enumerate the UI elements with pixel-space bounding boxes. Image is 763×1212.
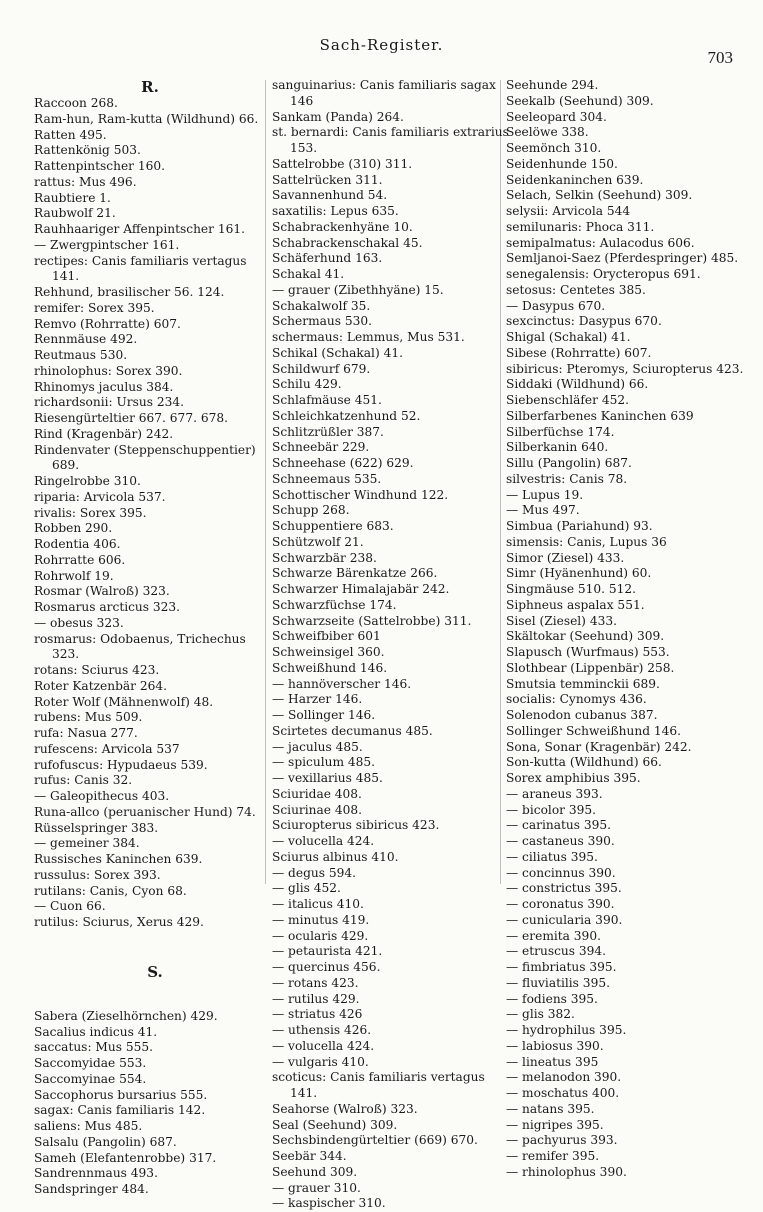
index-entry: Sciuropterus sibiricus 423. — [272, 818, 440, 833]
index-entry: Smutsia temminckii 689. — [506, 676, 660, 691]
index-entry: remifer: Sorex 395. — [34, 300, 155, 315]
index-entry: Schwarze Bärenkatze 266. — [272, 566, 438, 581]
index-entry: Ram-hun, Ram-kutta (Wildhund) 66. — [34, 111, 259, 126]
index-entry: Saccophorus bursarius 555. — [34, 1087, 208, 1102]
index-entry: — etruscus 394. — [506, 944, 607, 959]
index-entry: rectipes: Canis familiaris vertagus 141. — [34, 253, 247, 284]
index-entry: — hannöverscher 146. — [272, 676, 412, 691]
index-entry: Seebär 344. — [272, 1149, 347, 1163]
index-entry: — melanodon 390. — [506, 1070, 622, 1085]
index-entry: Siebenschläfer 452. — [506, 393, 629, 407]
index-entry: Salsalu (Pangolin) 687. — [34, 1134, 177, 1149]
section-letter-r: R. — [141, 78, 159, 96]
index-entry: Solenodon cubanus 387. — [506, 708, 658, 722]
index-entry: — volucella 424. — [272, 834, 375, 848]
index-entry: Saccomyidae 553. — [34, 1056, 147, 1070]
index-entry: Russisches Kaninchen 639. — [34, 852, 203, 866]
index-entry: Silberfarbenes Kaninchen 639 — [506, 408, 694, 423]
index-entry: Rattenkönig 503. — [34, 143, 141, 158]
index-entry: rufofuscus: Hypudaeus 539. — [34, 757, 208, 772]
index-entry: — bicolor 395. — [506, 802, 596, 817]
index-entry: Scirtetes decumanus 485. — [272, 723, 433, 738]
index-entry: — degus 594. — [272, 865, 356, 880]
index-entry: Skältokar (Seehund) 309. — [506, 629, 665, 644]
index-entry: Schwarzer Himalajabär 242. — [272, 582, 450, 596]
index-entry: — natans 395. — [506, 1101, 595, 1116]
index-entry: Schermaus 530. — [272, 314, 372, 329]
index-entry: Seidenhunde 150. — [506, 156, 618, 171]
index-entry: Simbua (Pariahund) 93. — [506, 519, 653, 533]
index-entry: — vulgaris 410. — [272, 1054, 369, 1069]
index-entry: Schildwurf 679. — [272, 361, 371, 376]
index-entry: — coronatus 390. — [506, 897, 615, 911]
index-entry: — gemeiner 384. — [34, 836, 140, 851]
index-entry: Schützwolf 21. — [272, 534, 364, 549]
entries-column-3 — [506, 78, 752, 1181]
index-entry: — Sollinger 146. — [272, 708, 376, 722]
index-entry: Rehhund, brasilischer 56. 124. — [34, 285, 225, 299]
index-entry: Rohrratte 606. — [34, 552, 126, 567]
index-entry: — uthensis 426. — [272, 1023, 372, 1037]
index-entry: Slapusch (Wurfmaus) 553. — [506, 645, 670, 659]
index-entry: — quercinus 456. — [272, 960, 381, 974]
index-entry: schermaus: Lemmus, Mus 531. — [272, 330, 465, 344]
index-entry: Runa-allco (peruanischer Hund) 74. — [34, 804, 256, 819]
index-entry: — minutus 419. — [272, 912, 370, 927]
index-entry: sagax: Canis familiaris 142. — [34, 1103, 206, 1118]
index-entry: — Cuon 66. — [34, 899, 106, 914]
index-entry: simensis: Canis, Lupus 36 — [506, 534, 667, 549]
index-column-3 — [506, 78, 752, 1181]
index-entry: — nigripes 395. — [506, 1117, 604, 1132]
index-entry: Schilu 429. — [272, 377, 342, 392]
index-entry: rhinolophus: Sorex 390. — [34, 363, 183, 378]
index-entry: Shigal (Schakal) 41. — [506, 330, 631, 344]
index-entry: — constrictus 395. — [506, 881, 622, 896]
index-entry: — striatus 426 — [272, 1007, 363, 1022]
index-entry: Seelöwe 338. — [506, 125, 589, 140]
index-entry: Schupp 268. — [272, 503, 350, 518]
index-entry: Sankam (Panda) 264. — [272, 109, 404, 124]
index-entry: — ciliatus 395. — [506, 849, 598, 864]
index-entry: — rhinolophus 390. — [506, 1164, 627, 1179]
index-entry: — concinnus 390. — [506, 865, 616, 880]
index-entry: Schweifbiber 601 — [272, 629, 381, 644]
index-entry: Schuppentiere 683. — [272, 519, 394, 533]
index-entry: Sechsbindengürteltier (669) 670. — [272, 1133, 478, 1148]
index-entry: Savannenhund 54. — [272, 188, 388, 203]
index-entry: Schlitzrüßler 387. — [272, 424, 384, 439]
index-entry: — grauer (Zibethhyäne) 15. — [272, 282, 444, 297]
index-entry: — Galeopithecus 403. — [34, 789, 170, 803]
index-entry: Seal (Seehund) 309. — [272, 1117, 398, 1132]
index-entry: — Harzer 146. — [272, 692, 363, 707]
index-entry: Sciurinae 408. — [272, 802, 362, 817]
index-entry: Saccomyinae 554. — [34, 1071, 147, 1086]
index-entry: Sorex amphibius 395. — [506, 771, 641, 785]
index-entry: — eremita 390. — [506, 928, 601, 943]
entries-r — [34, 96, 276, 931]
index-entry: — fluviatilis 395. — [506, 975, 610, 990]
index-entry: Riesengürteltier 667. 677. 678. — [34, 411, 228, 425]
index-entry: Semljanoi-Saez (Pferdespringer) 485. — [506, 251, 739, 266]
index-entry: Schleichkatzenhund 52. — [272, 408, 421, 423]
index-entry: Seemönch 310. — [506, 141, 602, 155]
index-entry: — fodiens 395. — [506, 991, 598, 1006]
index-entry: Seahorse (Walroß) 323. — [272, 1101, 418, 1116]
index-entry: — rutilus 429. — [272, 991, 360, 1006]
index-entry: Schweißhund 146. — [272, 660, 388, 675]
page-number: 703 — [707, 48, 733, 67]
index-entry: rufescens: Arvicola 537 — [34, 741, 180, 756]
index-entry: Raubtiere 1. — [34, 190, 111, 205]
index-entry: socialis: Cynomys 436. — [506, 692, 647, 707]
index-entry: — obesus 323. — [34, 615, 124, 630]
index-entry: semipalmatus: Aulacodus 606. — [506, 235, 695, 250]
index-entry: — lineatus 395 — [506, 1054, 599, 1069]
index-entry: — spiculum 485. — [272, 755, 376, 770]
index-entry: Rhinomys jaculus 384. — [34, 379, 174, 394]
index-entry: rotans: Sciurus 423. — [34, 663, 160, 677]
index-entry: — glis 382. — [506, 1007, 575, 1022]
index-entry: — petaurista 421. — [272, 944, 383, 959]
index-entry: — labiosus 390. — [506, 1038, 604, 1053]
index-entry: Reutmaus 530. — [34, 348, 128, 362]
index-entry: rufa: Nasua 277. — [34, 726, 138, 740]
index-entry: Selach, Selkin (Seehund) 309. — [506, 188, 693, 203]
index-entry: — castaneus 390. — [506, 834, 615, 848]
index-entry: Sacalius indicus 41. — [34, 1024, 158, 1039]
index-entry: Sattelrobbe (310) 311. — [272, 156, 413, 171]
index-entry: Sandspringer 484. — [34, 1182, 149, 1196]
index-entry: Schakal 41. — [272, 267, 345, 281]
index-entry: Ringelrobbe 310. — [34, 474, 141, 488]
index-entry: Sameh (Elefantenrobbe) 317. — [34, 1150, 217, 1165]
index-entry: rattus: Mus 496. — [34, 174, 137, 189]
index-entry: russulus: Sorex 393. — [34, 867, 161, 882]
index-entry: — volucella 424. — [272, 1038, 375, 1053]
index-entry: Schikal (Schakal) 41. — [272, 345, 403, 360]
index-entry: silvestris: Canis 78. — [506, 471, 628, 486]
index-entry: Rosmarus arcticus 323. — [34, 600, 181, 614]
index-entry: Slothbear (Lippenbär) 258. — [506, 660, 675, 675]
index-entry: Raubwolf 21. — [34, 206, 116, 221]
index-entry: — kaspischer 310. — [272, 1196, 386, 1211]
index-entry: Seehund 309. — [272, 1164, 358, 1179]
index-entry: Simr (Hyänenhund) 60. — [506, 566, 652, 581]
index-entry: Schakalwolf 35. — [272, 298, 371, 313]
index-entry: sibiricus: Pteromys, Sciuropterus 423. — [506, 361, 744, 376]
entries-s — [34, 1009, 276, 1198]
index-entry: Schwarzbär 238. — [272, 550, 377, 565]
index-entry: Singmäuse 510. 512. — [506, 582, 637, 596]
index-entry: Sciurus albinus 410. — [272, 849, 399, 864]
index-entry: Sona, Sonar (Kragenbär) 242. — [506, 739, 692, 754]
index-entry: Rind (Kragenbär) 242. — [34, 426, 174, 441]
section-letter-s: S. — [147, 962, 163, 981]
index-entry: Schneehase (622) 629. — [272, 456, 414, 470]
index-entry: Siddaki (Wildhund) 66. — [506, 377, 649, 392]
index-entry: Rattenpintscher 160. — [34, 159, 166, 173]
index-entry: Rüsselspringer 383. — [34, 820, 159, 835]
index-entry: Silberfüchse 174. — [506, 424, 615, 439]
index-entry: Seeleopard 304. — [506, 109, 607, 124]
index-entry: — vexillarius 485. — [272, 771, 383, 785]
index-entry: Roter Wolf (Mähnenwolf) 48. — [34, 694, 214, 709]
index-entry: Robben 290. — [34, 521, 113, 536]
index-entry: saccatus: Mus 555. — [34, 1040, 154, 1055]
index-entry: Remvo (Rohrratte) 607. — [34, 316, 181, 331]
index-entry: scoticus: Canis familiaris vertagus 141. — [272, 1070, 485, 1100]
index-entry: setosus: Centetes 385. — [506, 282, 646, 297]
index-entry: richardsonii: Ursus 234. — [34, 395, 184, 410]
index-entry: — rotans 423. — [272, 975, 359, 990]
index-entry: Seekalb (Seehund) 309. — [506, 93, 654, 108]
index-entry: sexcinctus: Dasypus 670. — [506, 314, 662, 329]
index-entry: Simor (Ziesel) 433. — [506, 550, 625, 565]
index-entry: Ratten 495. — [34, 127, 107, 142]
index-entry: Roter Katzenbär 264. — [34, 678, 167, 693]
index-entry: Son-kutta (Wildhund) 66. — [506, 755, 662, 770]
index-entry: rutilans: Canis, Cyon 68. — [34, 883, 187, 898]
index-entry: — Mus 497. — [506, 503, 580, 518]
index-entry: riparia: Arvicola 537. — [34, 489, 166, 504]
index-entry: senegalensis: Orycteropus 691. — [506, 267, 701, 281]
index-entry: Sandrennmaus 493. — [34, 1166, 158, 1181]
index-entry: Rodentia 406. — [34, 537, 121, 551]
index-entry: — fimbriatus 395. — [506, 960, 617, 974]
index-entry: — jaculus 485. — [272, 739, 363, 754]
index-entry: Sibese (Rohrratte) 607. — [506, 345, 652, 360]
index-column-1 — [34, 78, 276, 1198]
index-entry: — araneus 393. — [506, 786, 603, 801]
index-entry: Schäferhund 163. — [272, 251, 383, 266]
index-entry: — moschatus 400. — [506, 1086, 620, 1100]
index-entry: st. bernardi: Canis familiaris extrarius 153. — [272, 125, 509, 155]
index-entry: Schottischer Windhund 122. — [272, 487, 449, 502]
index-entry: Sillu (Pangolin) 687. — [506, 456, 632, 470]
index-entry: Schneemaus 535. — [272, 471, 382, 486]
index-entry: Schweinsigel 360. — [272, 645, 385, 659]
index-entry: — Zwergpintscher 161. — [34, 237, 180, 252]
index-entry: Sabera (Zieselhörnchen) 429. — [34, 1008, 218, 1023]
index-entry: — ocularis 429. — [272, 928, 369, 943]
index-entry: Raccoon 268. — [34, 96, 118, 110]
index-entry: Schwarzfüchse 174. — [272, 597, 397, 612]
index-entry: saliens: Mus 485. — [34, 1119, 143, 1133]
index-entry: rivalis: Sorex 395. — [34, 505, 147, 520]
index-column-2 — [272, 78, 514, 1212]
index-entry: saxatilis: Lepus 635. — [272, 204, 399, 218]
index-entry: semilunaris: Phoca 311. — [506, 219, 655, 234]
index-entry: rutilus: Sciurus, Xerus 429. — [34, 915, 204, 929]
index-entry: Silberkanin 640. — [506, 440, 609, 455]
index-entry: Seehunde 294. — [506, 78, 599, 92]
index-entry: rubens: Mus 509. — [34, 710, 143, 725]
index-entry: Sciuridae 408. — [272, 786, 362, 801]
index-entry: Siphneus aspalax 551. — [506, 597, 645, 612]
index-entry: — hydrophilus 395. — [506, 1023, 627, 1037]
index-entry: Schabrackenschakal 45. — [272, 235, 423, 250]
index-entry: Seidenkaninchen 639. — [506, 172, 644, 187]
index-entry: — glis 452. — [272, 881, 341, 896]
index-entry: Rennmäuse 492. — [34, 332, 138, 347]
index-entry: sanguinarius: Canis familiaris sagax 146 — [272, 78, 496, 108]
index-entry: Rindenvater (Steppenschuppentier) 689. — [34, 442, 256, 473]
index-entry: — italicus 410. — [272, 897, 364, 911]
entries-column-2 — [272, 78, 514, 1212]
running-head: Sach-Register. — [319, 36, 444, 54]
index-entry: — grauer 310. — [272, 1180, 361, 1195]
index-entry: selysii: Arvicola 544 — [506, 204, 631, 218]
index-entry: Rosmar (Walroß) 323. — [34, 584, 170, 599]
index-entry: — remifer 395. — [506, 1149, 600, 1163]
index-entry: Schabrackenhyäne 10. — [272, 219, 413, 234]
index-entry: — Lupus 19. — [506, 487, 584, 502]
index-entry: Sisel (Ziesel) 433. — [506, 613, 617, 628]
index-entry: rufus: Canis 32. — [34, 773, 133, 788]
index-entry: Schneebär 229. — [272, 440, 370, 455]
index-entry: — pachyurus 393. — [506, 1133, 618, 1148]
index-entry: — carinatus 395. — [506, 818, 612, 833]
index-entry: Rauhhaariger Affenpintscher 161. — [34, 222, 245, 236]
index-entry: — Dasypus 670. — [506, 298, 606, 313]
index-entry: rosmarus: Odobaenus, Trichechus 323. — [34, 631, 246, 662]
index-entry: — cunicularia 390. — [506, 912, 623, 927]
index-entry: Sollinger Schweißhund 146. — [506, 723, 682, 738]
index-entry: Schlafmäuse 451. — [272, 393, 382, 407]
index-entry: Sattelrücken 311. — [272, 172, 383, 187]
index-entry: Schwarzseite (Sattelrobbe) 311. — [272, 613, 472, 628]
index-entry: Rohrwolf 19. — [34, 568, 114, 583]
